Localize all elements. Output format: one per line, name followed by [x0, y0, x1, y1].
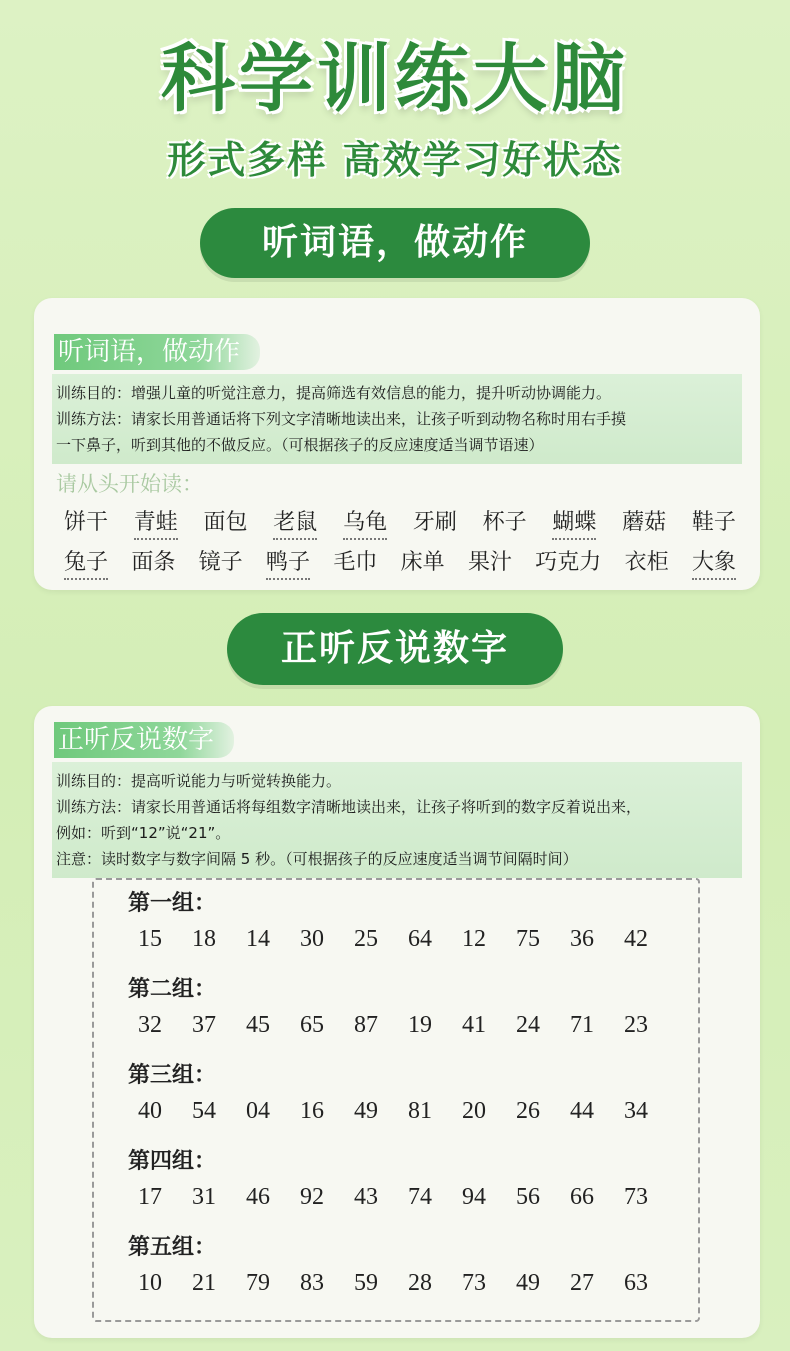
- section1-card: [34, 298, 760, 590]
- word-item: 面包: [203, 510, 248, 535]
- group-label: 第四组：: [128, 1149, 217, 1174]
- word-item-animal: 大象: [692, 545, 736, 580]
- number-item: 12: [462, 926, 486, 952]
- word-item: 牙刷: [412, 510, 457, 535]
- section2-banner: 正听反说数字: [227, 613, 563, 685]
- section1-banner: 听词语，做动作: [200, 208, 590, 278]
- section2-goal: 训练目的：提高听说能力与听觉转换能力。: [56, 772, 342, 790]
- number-item: 73: [624, 1184, 648, 1210]
- number-item: 10: [138, 1270, 162, 1296]
- number-item: 27: [570, 1270, 594, 1296]
- number-item: 24: [516, 1012, 540, 1038]
- number-item: 19: [408, 1012, 432, 1038]
- number-item: 65: [300, 1012, 324, 1038]
- number-item: 59: [354, 1270, 378, 1296]
- number-item: 71: [570, 1012, 594, 1038]
- number-item: 64: [408, 926, 432, 952]
- number-row: [138, 926, 648, 953]
- number-item: 37: [192, 1012, 216, 1038]
- group-label: 第五组：: [128, 1235, 217, 1260]
- number-item: 45: [246, 1012, 270, 1038]
- section1-goal: 训练目的：增强儿童的听觉注意力，提高筛选有效信息的能力，提升听动协调能力。: [56, 384, 612, 402]
- word-row-1: [64, 505, 736, 540]
- read-hint: 请从头开始读：: [56, 472, 203, 496]
- number-item: 31: [192, 1184, 216, 1210]
- word-item: 镜子: [198, 550, 243, 575]
- section2-instructions: [52, 762, 742, 878]
- section2-note: 注意：读时数字与数字间隔 5 秒。（可根据孩子的反应速度适当调节间隔时间）: [56, 850, 578, 868]
- number-item: 34: [624, 1098, 648, 1124]
- number-item: 14: [246, 926, 270, 952]
- number-item: 28: [408, 1270, 432, 1296]
- section1-instructions: [52, 374, 742, 464]
- number-item: 73: [462, 1270, 486, 1296]
- number-item: 25: [354, 926, 378, 952]
- word-item: 巧克力: [535, 550, 602, 575]
- word-item: 衣柜: [624, 550, 669, 575]
- number-item: 81: [408, 1098, 432, 1124]
- number-item: 83: [300, 1270, 324, 1296]
- section1-label: 听词语，做动作: [54, 334, 260, 370]
- number-item: 41: [462, 1012, 486, 1038]
- word-item: 饼干: [64, 510, 109, 535]
- number-item: 92: [300, 1184, 324, 1210]
- number-item: 26: [516, 1098, 540, 1124]
- word-item-animal: 兔子: [64, 545, 108, 580]
- group-label: 第三组：: [128, 1063, 217, 1088]
- word-item-animal: 老鼠: [273, 505, 317, 540]
- number-groups-box: [92, 878, 700, 1322]
- word-item: 床单: [400, 550, 445, 575]
- number-item: 94: [462, 1184, 486, 1210]
- number-item: 63: [624, 1270, 648, 1296]
- word-item-animal: 青蛙: [134, 505, 178, 540]
- number-item: 20: [462, 1098, 486, 1124]
- number-item: 66: [570, 1184, 594, 1210]
- number-item: 87: [354, 1012, 378, 1038]
- number-item: 21: [192, 1270, 216, 1296]
- number-item: 79: [246, 1270, 270, 1296]
- number-row: [138, 1184, 648, 1211]
- word-item: 面条: [131, 550, 176, 575]
- number-item: 17: [138, 1184, 162, 1210]
- number-item: 04: [246, 1098, 270, 1124]
- section1-method-line1: 训练方法：请家长用普通话将下列文字清晰地读出来，让孩子听到动物名称时用右手摸: [56, 410, 627, 428]
- number-item: 15: [138, 926, 162, 952]
- number-row: [138, 1270, 648, 1297]
- number-item: 16: [300, 1098, 324, 1124]
- word-item: 蘑菇: [622, 510, 667, 535]
- number-item: 32: [138, 1012, 162, 1038]
- word-item-animal: 乌龟: [343, 505, 387, 540]
- number-item: 40: [138, 1098, 162, 1124]
- number-item: 23: [624, 1012, 648, 1038]
- group-label: 第二组：: [128, 977, 217, 1002]
- word-item: 果汁: [467, 550, 512, 575]
- section2-label: 正听反说数字: [54, 722, 234, 758]
- section2-card: [34, 706, 760, 1338]
- number-item: 54: [192, 1098, 216, 1124]
- page-title: 科学训练大脑: [161, 36, 629, 122]
- section2-method-line1: 训练方法：请家长用普通话将每组数字清晰地读出来，让孩子将听到的数字反着说出来，: [56, 798, 642, 816]
- word-item: 鞋子: [691, 510, 736, 535]
- number-item: 56: [516, 1184, 540, 1210]
- word-row-2: [64, 545, 736, 580]
- number-item: 49: [354, 1098, 378, 1124]
- section1-method-line2: 一下鼻子，听到其他的不做反应。（可根据孩子的反应速度适当调节语速）: [56, 436, 544, 454]
- number-item: 74: [408, 1184, 432, 1210]
- number-item: 43: [354, 1184, 378, 1210]
- group-label: 第一组：: [128, 891, 217, 916]
- number-item: 36: [570, 926, 594, 952]
- number-row: [138, 1012, 648, 1039]
- number-item: 75: [516, 926, 540, 952]
- word-item: 杯子: [482, 510, 527, 535]
- number-item: 18: [192, 926, 216, 952]
- word-item-animal: 鸭子: [266, 545, 310, 580]
- word-item: 毛巾: [333, 550, 378, 575]
- number-item: 30: [300, 926, 324, 952]
- number-item: 42: [624, 926, 648, 952]
- number-item: 46: [246, 1184, 270, 1210]
- number-row: [138, 1098, 648, 1125]
- section2-method-line2: 例如：听到“12”说“21”。: [56, 824, 231, 842]
- page-subtitle: 形式多样 高效学习好状态: [167, 138, 623, 182]
- number-item: 44: [570, 1098, 594, 1124]
- word-item-animal: 蝴蝶: [552, 505, 596, 540]
- number-item: 49: [516, 1270, 540, 1296]
